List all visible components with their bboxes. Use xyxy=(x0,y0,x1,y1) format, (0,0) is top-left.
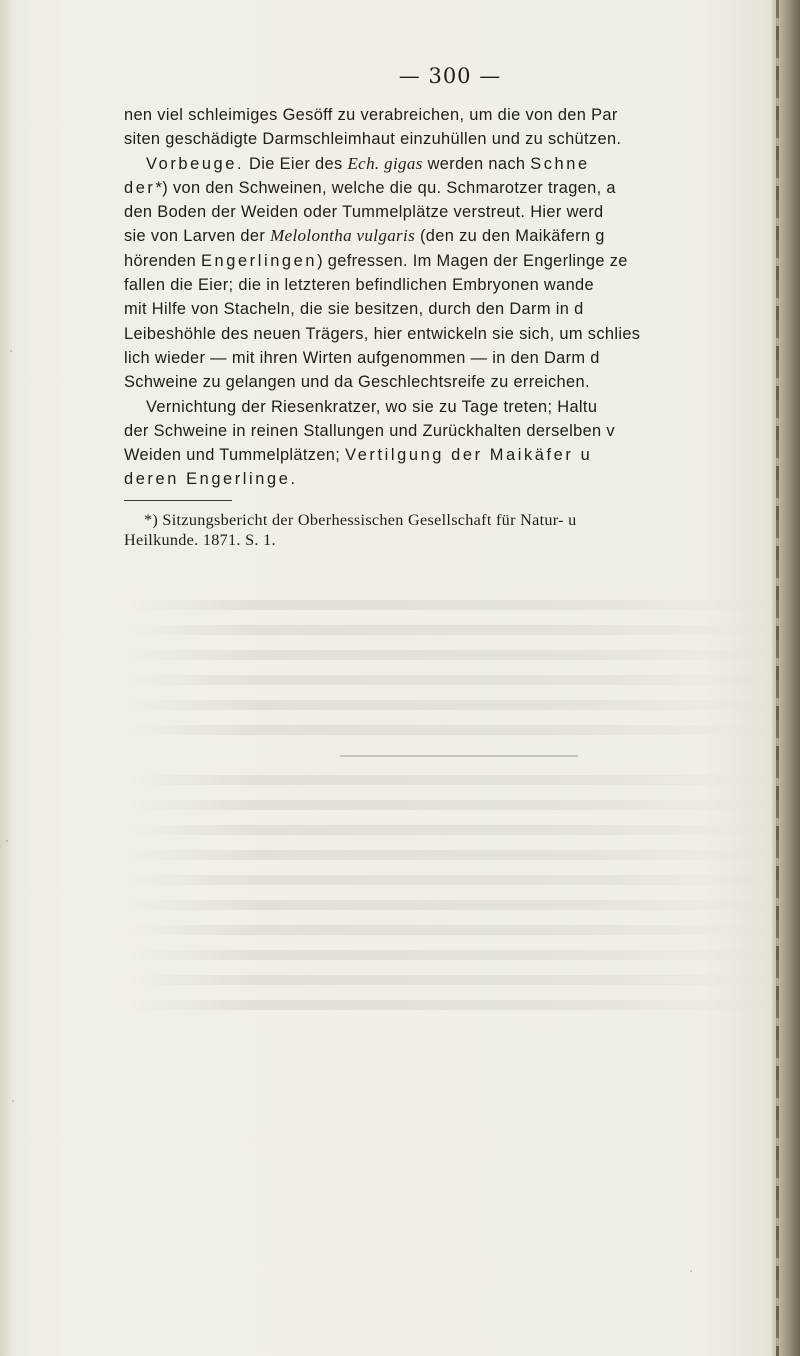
text-segment: Die Eier des xyxy=(244,154,348,173)
show-through-line xyxy=(130,900,770,910)
show-through-line xyxy=(130,975,770,985)
show-through-rule xyxy=(340,755,578,757)
paper-speck xyxy=(6,840,8,842)
show-through-line xyxy=(130,775,770,785)
text-line-9: mit Hilfe von Stacheln, die sie besitzen, durch den Darm in d xyxy=(124,300,584,319)
text-line-4 xyxy=(124,176,788,200)
page-left-shadow xyxy=(0,0,14,1356)
species-name-melolontha: Melolontha vulgaris xyxy=(270,226,416,246)
footnote-line-2: Heilkunde. 1871. S. 1. xyxy=(124,531,276,549)
text-line-14: der Schweine in reinen Stallungen und Zurückhalten derselben v xyxy=(124,421,615,440)
text-segment: (den zu den Maikäfern g xyxy=(415,227,605,246)
page-number: — 300 — xyxy=(398,64,502,88)
show-through-line xyxy=(130,875,770,885)
body-text xyxy=(124,103,788,492)
text-line-15 xyxy=(124,443,788,467)
footnote xyxy=(124,510,788,550)
show-through-line xyxy=(130,725,770,735)
text-line-11: lich wieder — mit ihren Wirten aufgenommen — in den Darm d xyxy=(124,348,600,367)
author-name-spaced-cont: der xyxy=(124,178,156,197)
show-through-line xyxy=(130,700,770,710)
footnote-line-1: *) Sitzungsbericht der Oberhessischen Gesellschaft für Natur- u xyxy=(144,511,577,529)
text-line-13: Vernichtung der Riesenkratzer, wo sie zu Tage treten; Haltu xyxy=(146,397,598,416)
paper-speck xyxy=(690,1270,692,1272)
species-name-ech-gigas: Ech. gigas xyxy=(347,153,423,173)
text-line-8: fallen die Eier; die in letzteren befindlichen Embryonen wande xyxy=(124,276,594,295)
text-line-1: nen viel schleimiges Gesöff zu verabreichen, um die von den Par xyxy=(124,106,618,124)
show-through-line xyxy=(130,650,770,660)
show-through-line xyxy=(130,825,770,835)
show-through-line xyxy=(130,925,770,935)
term-engerlingen: Engerlingen xyxy=(200,251,318,270)
show-through-line xyxy=(130,850,770,860)
footnote-divider xyxy=(124,500,232,501)
text-segment: werden nach xyxy=(422,154,531,173)
text-segment: *) von den Schweinen, welche die qu. Schmarotzer tragen, a xyxy=(155,178,616,197)
term-deren-engerlinge: deren Engerlinge. xyxy=(124,470,298,489)
text-segment: hörenden xyxy=(124,251,201,270)
text-segment: sie von Larven der xyxy=(124,227,271,246)
text-segment: ) gefressen. Im Magen der Engerlinge ze xyxy=(317,251,628,270)
show-through-line xyxy=(130,800,770,810)
show-through-line xyxy=(130,625,770,635)
text-line-7 xyxy=(124,249,788,273)
text-line-2: siten geschädigte Darmschleimhaut einzuhüllen und zu schützen. xyxy=(124,130,622,149)
text-line-12: Schweine zu gelangen und da Geschlechtsreife zu erreichen. xyxy=(124,373,590,392)
text-line-3 xyxy=(124,152,788,176)
paper-speck xyxy=(10,350,12,352)
show-through-line xyxy=(130,675,770,685)
text-line-16 xyxy=(124,467,788,491)
author-name-spaced: Schne xyxy=(530,154,590,173)
term-vertilgung: Vertilgung der Maikäfer u xyxy=(345,446,593,465)
text-segment: Weiden und Tummelplätzen; xyxy=(124,446,346,465)
text-line-5: den Boden der Weiden oder Tummelplätze verstreut. Hier werd xyxy=(124,203,604,222)
show-through-line xyxy=(130,600,770,610)
paper-speck xyxy=(12,1100,14,1102)
text-line-6 xyxy=(124,224,788,248)
text-line-10: Leibeshöhle des neuen Trägers, hier entwickeln sie sich, um schlies xyxy=(124,324,641,343)
show-through-line xyxy=(130,950,770,960)
show-through-line xyxy=(130,1000,770,1010)
heading-vorbeuge: Vorbeuge. xyxy=(146,154,245,173)
